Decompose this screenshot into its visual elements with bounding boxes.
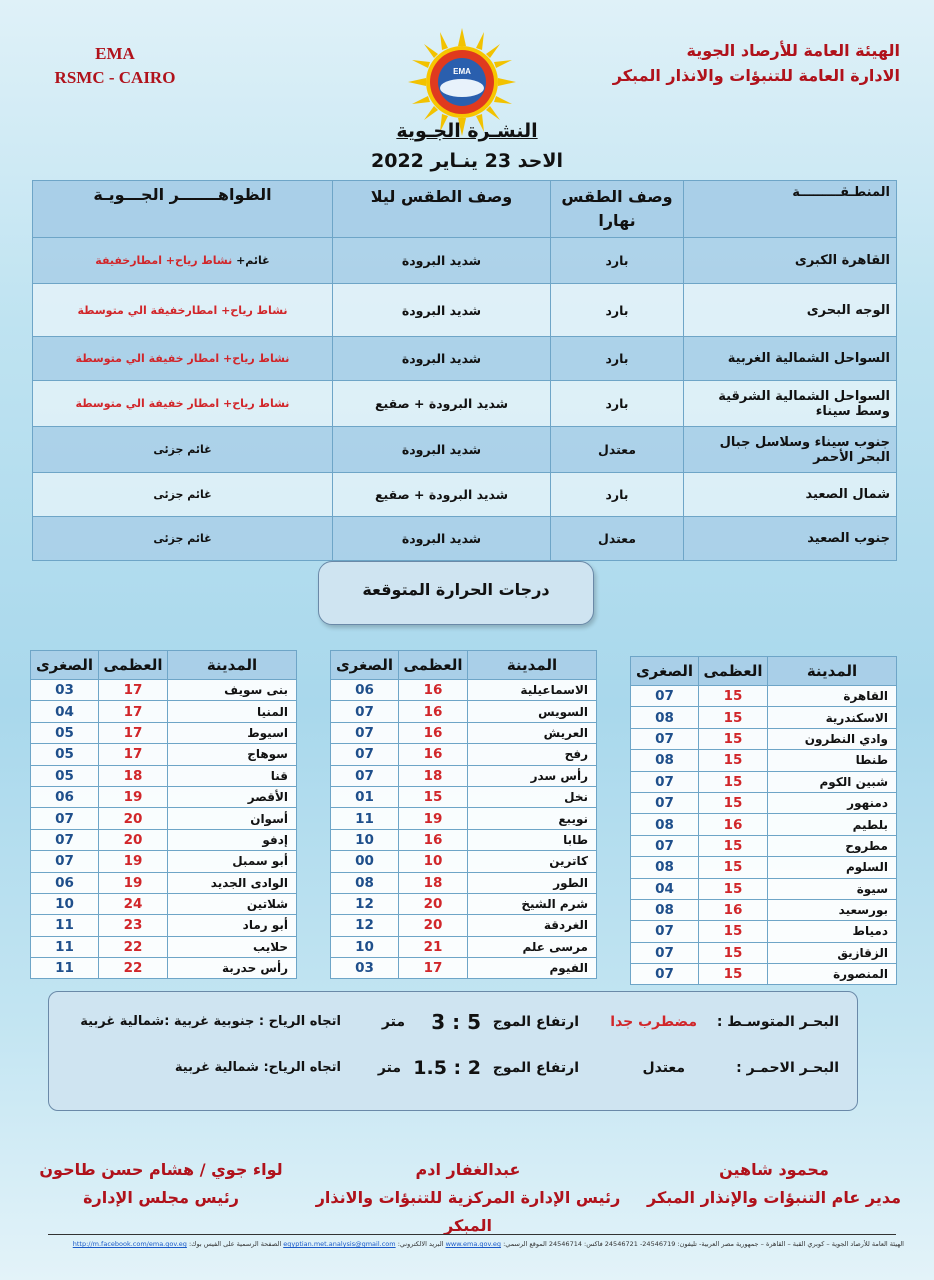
max-temp-cell: 19 xyxy=(399,808,468,829)
table-row xyxy=(31,893,297,914)
temps-table-right xyxy=(630,656,897,985)
col-city: المدينة xyxy=(468,651,597,680)
med-unit: متر xyxy=(381,1014,405,1030)
table-row xyxy=(33,427,897,473)
bulletin-date: الاحد 23 ينـاير 2022 xyxy=(371,150,563,172)
temps-header-row xyxy=(631,657,897,686)
region-cell: السواحل الشمالية الشرقية وسط سيناء xyxy=(684,381,897,427)
table-row xyxy=(31,680,297,701)
day-cell: بارد xyxy=(551,381,684,427)
table-row xyxy=(331,958,597,979)
max-temp-cell: 16 xyxy=(399,680,468,701)
min-temp-cell: 06 xyxy=(31,786,99,807)
table-row xyxy=(631,942,897,963)
table-row xyxy=(631,964,897,985)
table-row xyxy=(31,722,297,743)
max-temp-cell: 15 xyxy=(699,792,768,813)
min-temp-cell: 07 xyxy=(31,808,99,829)
table-row xyxy=(631,921,897,942)
min-temp-cell: 10 xyxy=(331,829,399,850)
max-temp-cell: 15 xyxy=(699,878,768,899)
max-temp-cell: 22 xyxy=(99,958,168,979)
min-temp-cell: 04 xyxy=(631,878,699,899)
min-temp-cell: 07 xyxy=(331,765,399,786)
min-temp-cell: 08 xyxy=(631,857,699,878)
phenomena-alert: نشاط رياح+ امطارخفيفة الي متوسطة xyxy=(77,303,288,317)
max-temp-cell: 17 xyxy=(99,701,168,722)
bulletin-title: النشـرة الجـوية xyxy=(396,120,538,142)
min-temp-cell: 07 xyxy=(331,722,399,743)
max-temp-cell: 20 xyxy=(99,808,168,829)
night-cell: شديد البرودة xyxy=(333,337,551,381)
min-temp-cell: 06 xyxy=(331,680,399,701)
max-temp-cell: 19 xyxy=(99,851,168,872)
city-cell: شلاتين xyxy=(168,893,297,914)
min-temp-cell: 12 xyxy=(331,893,399,914)
min-temp-cell: 03 xyxy=(331,958,399,979)
table-row xyxy=(331,701,597,722)
min-temp-cell: 07 xyxy=(631,686,699,707)
max-temp-cell: 22 xyxy=(99,936,168,957)
weather-table xyxy=(32,180,897,561)
temps-table-middle xyxy=(330,650,597,979)
red-wave-value: 1.5 : 2 xyxy=(413,1057,481,1079)
max-temp-cell: 16 xyxy=(699,814,768,835)
table-row xyxy=(31,936,297,957)
table-row xyxy=(33,238,897,284)
city-cell: الأقصر xyxy=(168,786,297,807)
max-temp-cell: 20 xyxy=(399,893,468,914)
night-cell: شديد البرودة xyxy=(333,517,551,561)
table-row xyxy=(31,851,297,872)
max-temp-cell: 16 xyxy=(699,899,768,920)
table-row xyxy=(331,893,597,914)
table-row xyxy=(631,857,897,878)
min-temp-cell: 07 xyxy=(331,744,399,765)
min-temp-cell: 07 xyxy=(631,921,699,942)
bulletin-title-block xyxy=(250,116,684,176)
table-row xyxy=(631,686,897,707)
city-cell: الغردقة xyxy=(468,915,597,936)
min-temp-cell: 05 xyxy=(31,744,99,765)
phenomena-alert: نشاط رياح+ امطار خفيفة الي متوسطة xyxy=(75,397,290,410)
city-cell: الوادى الجديد xyxy=(168,872,297,893)
max-temp-cell: 20 xyxy=(99,829,168,850)
max-temp-cell: 17 xyxy=(99,722,168,743)
header-right xyxy=(560,38,900,88)
footer-divider xyxy=(48,1234,896,1235)
max-temp-cell: 15 xyxy=(699,686,768,707)
table-row xyxy=(631,707,897,728)
department-name: الادارة العامة للتنبؤات والانذار المبكر xyxy=(612,66,900,85)
min-temp-cell: 07 xyxy=(631,835,699,856)
svg-text:EMA: EMA xyxy=(453,67,471,76)
table-row xyxy=(31,744,297,765)
phenomena-text: غائم+ xyxy=(232,254,270,267)
table-row xyxy=(31,786,297,807)
signatory-title: مدير عام التنبؤات والإنذار المبكر xyxy=(646,1188,902,1207)
signatory-name: لواء جوي / هشام حسن طاحون xyxy=(39,1160,283,1179)
min-temp-cell: 07 xyxy=(631,942,699,963)
max-temp-cell: 15 xyxy=(699,857,768,878)
city-cell: الفيوم xyxy=(468,958,597,979)
mediterranean-row xyxy=(49,1010,857,1044)
med-wave-label: ارتفاع الموج xyxy=(492,1014,579,1030)
day-cell: معتدل xyxy=(551,427,684,473)
night-cell: شديد البرودة + صقيع xyxy=(333,381,551,427)
min-temp-cell: 11 xyxy=(31,915,99,936)
phenomena-cell xyxy=(33,337,333,381)
day-cell: بارد xyxy=(551,473,684,517)
signatory-name: عبدالغفار ادم xyxy=(415,1160,521,1179)
min-temp-cell: 00 xyxy=(331,851,399,872)
col-min: الصغرى xyxy=(31,651,99,680)
city-cell: الاسماعيلية xyxy=(468,680,597,701)
region-cell: القاهرة الكبرى xyxy=(684,238,897,284)
city-cell: حلايب xyxy=(168,936,297,957)
temps-header-row xyxy=(31,651,297,680)
max-temp-cell: 15 xyxy=(699,921,768,942)
max-temp-cell: 20 xyxy=(399,915,468,936)
table-row xyxy=(331,936,597,957)
min-temp-cell: 10 xyxy=(31,893,99,914)
min-temp-cell: 05 xyxy=(31,765,99,786)
table-row xyxy=(631,728,897,749)
city-cell: العريش xyxy=(468,722,597,743)
city-cell: بنى سويف xyxy=(168,680,297,701)
phenomena-text: غائم جزئى xyxy=(153,488,212,501)
min-temp-cell: 10 xyxy=(331,936,399,957)
signature-3 xyxy=(36,1156,286,1212)
table-row xyxy=(33,381,897,427)
rsmc-label: RSMC - CAIRO xyxy=(54,68,176,87)
max-temp-cell: 10 xyxy=(399,851,468,872)
signatory-title: رئيس الإدارة المركزية للتنبؤات والانذار المبكر xyxy=(315,1188,621,1235)
phenomena-cell xyxy=(33,427,333,473)
max-temp-cell: 16 xyxy=(399,744,468,765)
weather-table-header xyxy=(33,181,897,238)
col-day: وصف الطقس نهارا xyxy=(551,181,684,238)
red-wave-label: ارتفاع الموج xyxy=(492,1060,579,1076)
temps-table-left xyxy=(30,650,297,979)
city-cell: رفح xyxy=(468,744,597,765)
max-temp-cell: 19 xyxy=(99,872,168,893)
region-cell: السواحل الشمالية الغربية xyxy=(684,337,897,381)
city-cell: الاسكندرية xyxy=(768,707,897,728)
col-max: العظمى xyxy=(99,651,168,680)
night-cell: شديد البرودة xyxy=(333,238,551,284)
table-row xyxy=(31,958,297,979)
col-phenomena: الظواهـــــــر الجـــويـة xyxy=(33,181,333,238)
table-row xyxy=(31,829,297,850)
table-row xyxy=(331,744,597,765)
city-cell: المنيا xyxy=(168,701,297,722)
region-cell: شمال الصعيد xyxy=(684,473,897,517)
region-cell: جنوب الصعيد xyxy=(684,517,897,561)
city-cell: رأس حدربة xyxy=(168,958,297,979)
region-cell: جنوب سيناء وسلاسل جبال البحر الأحمر xyxy=(684,427,897,473)
city-cell: القاهرة xyxy=(768,686,897,707)
max-temp-cell: 16 xyxy=(399,722,468,743)
min-temp-cell: 07 xyxy=(631,792,699,813)
col-city: المدينة xyxy=(168,651,297,680)
footer-address: الهيئة العامة للأرصاد الجوية – كوبري القبة – القاهرة – جمهورية مصر العربية- تليفون: 24546719- 24546721 فاكس: 24546714 الموقع الرسمي: xyxy=(503,1240,904,1248)
phenomena-text: غائم جزئى xyxy=(153,532,212,545)
min-temp-cell: 12 xyxy=(331,915,399,936)
signatory-name: محمود شاهين xyxy=(719,1160,829,1179)
max-temp-cell: 19 xyxy=(99,786,168,807)
col-min: الصغرى xyxy=(631,657,699,686)
col-night: وصف الطقس ليلا xyxy=(333,181,551,238)
city-cell: اسيوط xyxy=(168,722,297,743)
city-cell: الطور xyxy=(468,872,597,893)
min-temp-cell: 07 xyxy=(631,964,699,985)
max-temp-cell: 15 xyxy=(699,771,768,792)
min-temp-cell: 07 xyxy=(31,829,99,850)
max-temp-cell: 16 xyxy=(399,829,468,850)
signature-2 xyxy=(298,1156,638,1240)
city-cell: نخل xyxy=(468,786,597,807)
table-row xyxy=(33,517,897,561)
med-wave-value: 3 : 5 xyxy=(431,1010,481,1034)
max-temp-cell: 16 xyxy=(399,701,468,722)
table-row xyxy=(331,722,597,743)
max-temp-cell: 17 xyxy=(99,680,168,701)
phenomena-cell xyxy=(33,517,333,561)
table-row xyxy=(331,851,597,872)
org-acronym: EMA xyxy=(95,44,135,63)
max-temp-cell: 15 xyxy=(699,964,768,985)
med-state: مضطرب جدا xyxy=(610,1014,697,1030)
city-cell: طابا xyxy=(468,829,597,850)
city-cell: بلطيم xyxy=(768,814,897,835)
max-temp-cell: 15 xyxy=(699,750,768,771)
min-temp-cell: 07 xyxy=(631,771,699,792)
max-temp-cell: 15 xyxy=(699,707,768,728)
min-temp-cell: 05 xyxy=(31,722,99,743)
phenomena-cell xyxy=(33,381,333,427)
footer-email-label: البريد الالكتروني: xyxy=(397,1240,444,1248)
city-cell: سيوة xyxy=(768,878,897,899)
col-region: المنطـقـــــــــة xyxy=(684,181,897,238)
city-cell: الزقازيق xyxy=(768,942,897,963)
min-temp-cell: 07 xyxy=(331,701,399,722)
min-temp-cell: 08 xyxy=(631,899,699,920)
table-row xyxy=(331,680,597,701)
footer xyxy=(30,1240,904,1248)
max-temp-cell: 18 xyxy=(399,872,468,893)
city-cell: بورسعيد xyxy=(768,899,897,920)
city-cell: شرم الشيخ xyxy=(468,893,597,914)
city-cell: أبو سمبل xyxy=(168,851,297,872)
table-row xyxy=(33,337,897,381)
city-cell: سوهاج xyxy=(168,744,297,765)
city-cell: السويس xyxy=(468,701,597,722)
table-row xyxy=(331,915,597,936)
signatory-title: رئيس مجلس الإدارة xyxy=(83,1188,239,1207)
table-row xyxy=(331,786,597,807)
table-row xyxy=(31,765,297,786)
min-temp-cell: 08 xyxy=(631,814,699,835)
city-cell: دمنهور xyxy=(768,792,897,813)
night-cell: شديد البرودة xyxy=(333,284,551,337)
min-temp-cell: 07 xyxy=(31,851,99,872)
min-temp-cell: 04 xyxy=(31,701,99,722)
min-temp-cell: 01 xyxy=(331,786,399,807)
day-cell: بارد xyxy=(551,238,684,284)
day-cell: بارد xyxy=(551,337,684,381)
min-temp-cell: 11 xyxy=(331,808,399,829)
min-temp-cell: 08 xyxy=(631,707,699,728)
min-temp-cell: 03 xyxy=(31,680,99,701)
table-row xyxy=(631,899,897,920)
table-row xyxy=(631,878,897,899)
max-temp-cell: 15 xyxy=(399,786,468,807)
city-cell: مطروح xyxy=(768,835,897,856)
phenomena-cell xyxy=(33,238,333,284)
table-row xyxy=(631,771,897,792)
phenomena-alert: نشاط رياح+ امطارخفيفة xyxy=(95,254,233,267)
col-city: المدينة xyxy=(768,657,897,686)
table-row xyxy=(631,750,897,771)
col-min: الصغرى xyxy=(331,651,399,680)
min-temp-cell: 08 xyxy=(331,872,399,893)
signature-1 xyxy=(644,1156,904,1212)
red-label: البحـر الاحمـر : xyxy=(736,1060,839,1076)
day-cell: بارد xyxy=(551,284,684,337)
table-row xyxy=(331,808,597,829)
max-temp-cell: 18 xyxy=(99,765,168,786)
col-max: العظمى xyxy=(699,657,768,686)
sea-state-box xyxy=(48,991,858,1111)
phenomena-cell xyxy=(33,473,333,517)
table-row xyxy=(331,829,597,850)
city-cell: السلوم xyxy=(768,857,897,878)
city-cell: طنطا xyxy=(768,750,897,771)
table-row xyxy=(631,814,897,835)
table-row xyxy=(33,473,897,517)
phenomena-text: غائم جزئى xyxy=(153,443,212,456)
footer-website-link[interactable]: www.ema.gov.eg xyxy=(445,1240,502,1248)
city-cell: نويبع xyxy=(468,808,597,829)
col-max: العظمى xyxy=(399,651,468,680)
city-cell: وادي النطرون xyxy=(768,728,897,749)
table-row xyxy=(33,284,897,337)
day-cell: معتدل xyxy=(551,517,684,561)
footer-email-link[interactable]: egyptian.met.analysis@gmail.com xyxy=(283,1240,396,1248)
table-row xyxy=(631,835,897,856)
phenomena-cell xyxy=(33,284,333,337)
city-cell: شبين الكوم xyxy=(768,771,897,792)
city-cell: دمياط xyxy=(768,921,897,942)
max-temp-cell: 15 xyxy=(699,835,768,856)
min-temp-cell: 08 xyxy=(631,750,699,771)
max-temp-cell: 21 xyxy=(399,936,468,957)
org-name: الهيئة العامة للأرصاد الجوية xyxy=(686,41,900,60)
header-left xyxy=(40,42,190,90)
med-wind: اتجاه الرياح : جنوبية غربية :شمالية غربية xyxy=(80,1014,341,1029)
table-row xyxy=(331,765,597,786)
table-row xyxy=(31,915,297,936)
city-cell: أسوان xyxy=(168,808,297,829)
table-row xyxy=(31,872,297,893)
city-cell: مرسى علم xyxy=(468,936,597,957)
night-cell: شديد البرودة + صقيع xyxy=(333,473,551,517)
footer-facebook-link[interactable]: http://m.facebook.com/ema.gov.eg xyxy=(72,1240,187,1248)
min-temp-cell: 07 xyxy=(631,728,699,749)
max-temp-cell: 17 xyxy=(99,744,168,765)
temps-header-row xyxy=(331,651,597,680)
footer-facebook-label: الصفحة الرسمية على الفيس بوك: xyxy=(188,1240,282,1248)
table-row xyxy=(31,701,297,722)
max-temp-cell: 15 xyxy=(699,942,768,963)
table-row xyxy=(331,872,597,893)
min-temp-cell: 06 xyxy=(31,872,99,893)
max-temp-cell: 18 xyxy=(399,765,468,786)
phenomena-alert: نشاط رياح+ امطار خفيفة الي متوسطة xyxy=(75,352,290,365)
red-unit: متر xyxy=(377,1060,401,1076)
red-sea-row xyxy=(49,1057,857,1090)
city-cell: رأس سدر xyxy=(468,765,597,786)
city-cell: إدفو xyxy=(168,829,297,850)
table-row xyxy=(31,808,297,829)
city-cell: كاترين xyxy=(468,851,597,872)
table-row xyxy=(631,792,897,813)
min-temp-cell: 11 xyxy=(31,936,99,957)
red-wind: اتجاه الرياح: شمالية غربية xyxy=(174,1060,341,1075)
city-cell: المنصورة xyxy=(768,964,897,985)
temperatures-title: درجات الحرارة المتوقعة xyxy=(318,561,594,625)
min-temp-cell: 11 xyxy=(31,958,99,979)
city-cell: أبو رماد xyxy=(168,915,297,936)
max-temp-cell: 24 xyxy=(99,893,168,914)
max-temp-cell: 23 xyxy=(99,915,168,936)
max-temp-cell: 17 xyxy=(399,958,468,979)
red-state: معتدل xyxy=(642,1060,685,1076)
city-cell: قنا xyxy=(168,765,297,786)
night-cell: شديد البرودة xyxy=(333,427,551,473)
region-cell: الوجه البحرى xyxy=(684,284,897,337)
med-label: البحـر المتوسـط : xyxy=(716,1014,839,1030)
max-temp-cell: 15 xyxy=(699,728,768,749)
